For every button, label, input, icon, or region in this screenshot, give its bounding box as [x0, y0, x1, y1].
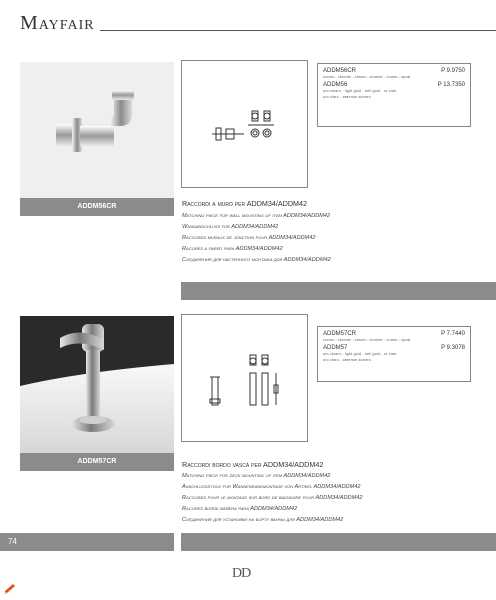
variant-code: ADDM56	[323, 82, 348, 88]
product-1-bottom-bar	[181, 282, 496, 300]
variant-finishes: oro chiaro - light gold - hell gold - or clair	[323, 352, 397, 356]
technical-drawing-icon	[182, 315, 307, 441]
brand-title: Mayfair	[20, 12, 95, 34]
variant-price: P 7.7440	[441, 331, 465, 337]
product-1-description: Matching piece for wall mounting of item ADDM34/ADDM42	[182, 213, 331, 219]
deck-fitting-image	[20, 316, 174, 453]
variant-code: ADDM57	[323, 345, 348, 351]
brand-logo: DD	[232, 566, 251, 581]
product-2-description: Anschlussstück für Wannenrandmontage von Artikel ADDM34/ADDM42	[182, 484, 361, 490]
variant-finishes: cromo - chrome - chrom - chrome - cromo - хром	[323, 75, 411, 79]
technical-drawing-icon	[182, 61, 307, 187]
product-1-technical-drawing	[181, 60, 308, 188]
footer-bar	[181, 533, 496, 551]
product-1-variant-box	[317, 63, 471, 127]
variant-price: P 9.3078	[441, 345, 465, 351]
product-2-description: Соединения для установки на борту ванны для ADDM34/ADDM42	[182, 517, 344, 523]
product-1-description: Racores a pared para ADDM34/ADDM42	[182, 246, 283, 252]
product-2-description: Racores borde bañera para ADDM34/ADDM42	[182, 506, 298, 512]
product-1-description: Raccords muraux de jonction pour ADDM34/ADDM42	[182, 235, 316, 241]
page-number: 74	[0, 533, 174, 551]
product-1-photo	[20, 62, 174, 198]
variant-code: ADDM56CR	[323, 68, 357, 74]
header-divider	[100, 30, 496, 31]
product-1-title: Raccordi a muro per ADDM34/ADDM42	[182, 199, 308, 208]
variant-price: P 13.7350	[437, 82, 465, 88]
variant-price: P 9.9750	[441, 68, 465, 74]
variant-finishes: oro claro - светлое золото	[323, 95, 371, 99]
variant-finishes: oro claro - светлое золото	[323, 358, 371, 362]
product-2-variant-box	[317, 326, 471, 382]
variant-finishes: oro chiaro - light gold - hell gold - or clair	[323, 89, 397, 93]
product-2-description: Matching piece for deck mounting of item ADDM34/ADDM42	[182, 473, 331, 479]
pencil-icon-svg	[4, 584, 16, 594]
pencil-icon[interactable]	[4, 581, 16, 591]
product-2-description: Raccords pour le montage sur bord de baignoire pour ADDM34/ADDM42	[182, 495, 363, 501]
product-2-photo	[20, 316, 174, 453]
product-1-description: Wandanschluss für ADDM34/ADDM42	[182, 224, 279, 230]
elbow-fitting-image	[20, 62, 174, 198]
product-2-code-label: ADDM57CR	[20, 453, 174, 471]
product-1-code-label: ADDM56CR	[20, 198, 174, 216]
product-2-technical-drawing	[181, 314, 308, 442]
variant-code: ADDM57CR	[323, 331, 357, 337]
product-1-description: Соединения для настенного монтажа для ADDM34/ADDM42	[182, 257, 331, 263]
variant-finishes: cromo - chrome - chrom - chrome - cromo - хром	[323, 338, 411, 342]
product-2-title: Raccordi bordo vasca per ADDM34/ADDM42	[182, 460, 324, 469]
